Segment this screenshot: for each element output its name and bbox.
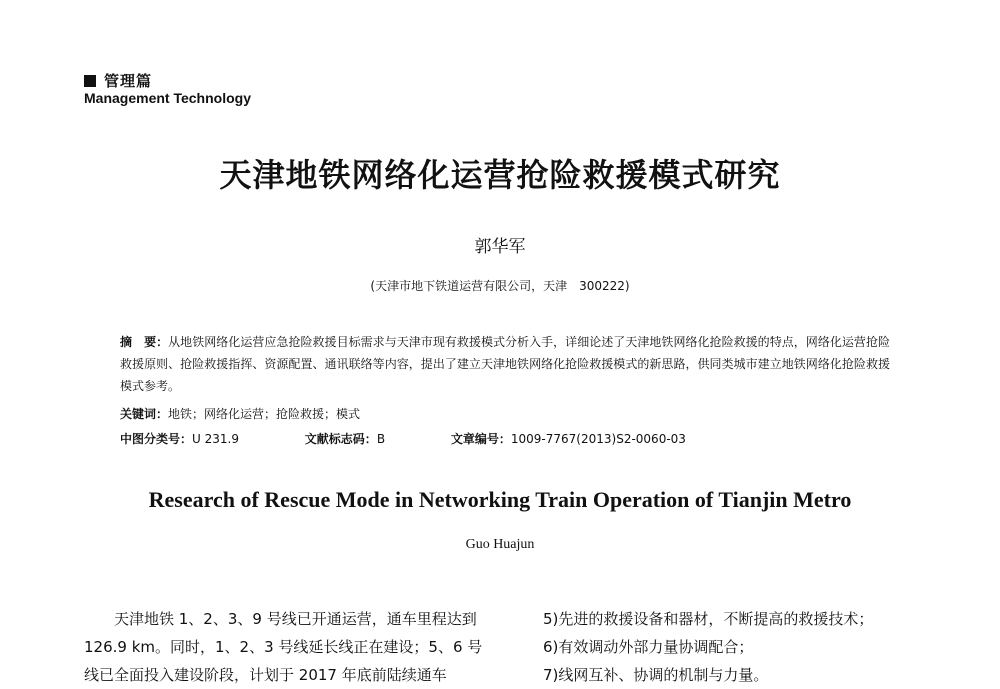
section-text-cn: 管理篇 (104, 72, 153, 90)
list-item: 6)有效调动外部力量协调配合； (543, 638, 754, 656)
body-left-column (84, 605, 489, 689)
doc-value: B (376, 432, 386, 446)
abstract (120, 331, 890, 397)
author-en: Guo Huajun (465, 537, 535, 552)
doc-label: 文献标志码： (304, 432, 377, 446)
section-label-cn (84, 70, 152, 91)
article-value: 1009-7767(2013)S2-0060-03 (510, 432, 686, 446)
keywords (120, 405, 360, 422)
keywords-text: 地铁；网络化运营；抢险救援；模式 (168, 407, 361, 421)
section-square-icon (84, 75, 96, 87)
article-label: 文章编号： (450, 432, 511, 446)
body-paragraph: 天津地铁 1、2、3、9 号线已开通运营，通车里程达到 126.9 km。同时，1、2、3 号线延长线正在建设；5、6 号线已全面投入建设阶段，计划于 2017 年底前陆续通车 (84, 610, 483, 684)
clc-number (120, 432, 239, 446)
paper-title-en: Research of Rescue Mode in Networking Train Operation of Tianjin Metro (148, 487, 852, 512)
section-label-en: Management Technology (84, 90, 251, 106)
abstract-label: 摘 要： (120, 335, 169, 349)
keywords-label: 关键词： (120, 407, 169, 421)
paper-title-cn: 天津地铁网络化运营抢险救援模式研究 (219, 156, 781, 194)
author-cn: 郭华军 (474, 237, 526, 257)
classification-row (120, 430, 686, 447)
article-number (451, 432, 686, 446)
list-item: 5)先进的救援设备和器材，不断提高的救援技术； (543, 610, 874, 628)
body-right-column (543, 605, 943, 689)
document-code (305, 432, 385, 446)
clc-label: 中图分类号： (120, 432, 193, 446)
abstract-text: 从地铁网络化运营应急抢险救援目标需求与天津市现有救援模式分析入手，详细论述了天津地铁网络化抢险救援的特点，网络化运营抢险救援原则、抢险救援指挥、资源配置、通讯联络等内容，提出了建立天津地铁网络化抢险救援模式的新思路，供同类城市建立地铁网络化抢险救援模式参考。 (120, 335, 890, 393)
clc-value: U 231.9 (192, 432, 239, 446)
list-item: 7)线网互补、协调的机制与力量。 (543, 666, 769, 684)
affiliation: (天津市地下铁道运营有限公司，天津 300222) (370, 279, 630, 293)
